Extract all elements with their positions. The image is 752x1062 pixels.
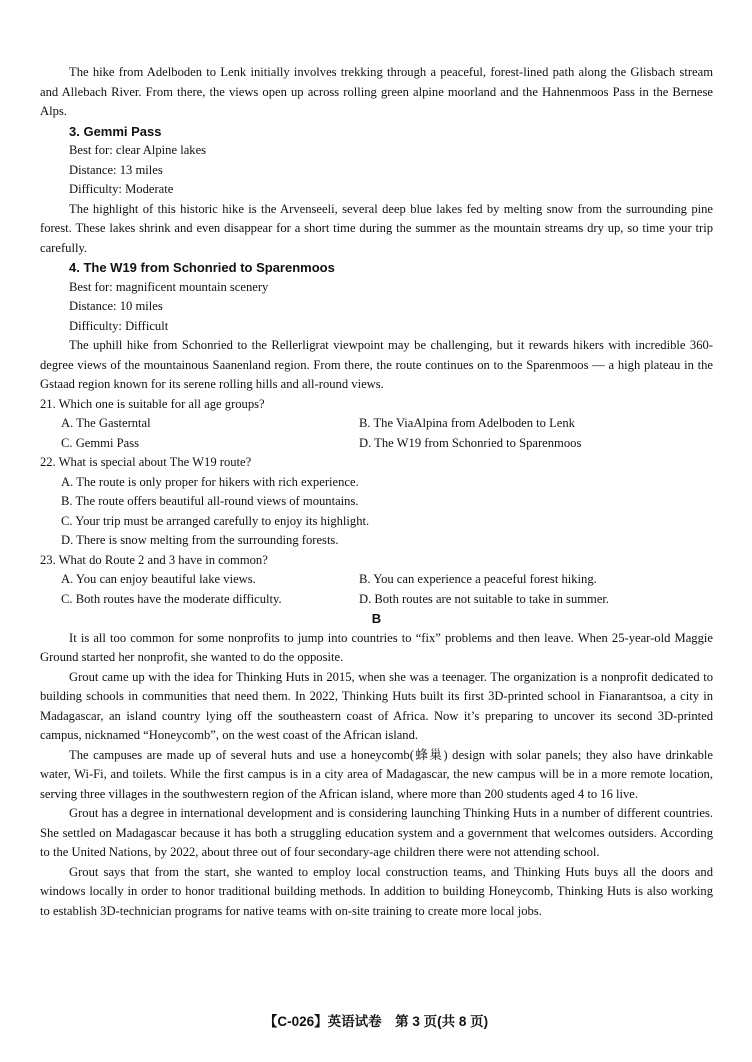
- page-footer: 【C-026】英语试卷 第 3 页(共 8 页): [263, 1014, 489, 1029]
- option-d[interactable]: D. The W19 from Schonried to Sparenmoos: [359, 435, 582, 450]
- passage-paragraph: It is all too common for some nonprofits to jump into countries to “fix” problems and then leave. When 25-year-old Maggie Ground started her nonprofit, she wanted to do the opposite.: [40, 630, 713, 664]
- question-stem: 21. Which one is suitable for all age groups?: [40, 396, 265, 411]
- route4-paragraph: The uphill hike from Schonried to the Rellerligrat viewpoint may be challenging, but it rewards hikers with incredible 360-degree views of the mountainous Saanenland region. From there, the route continues on to the Sparenmoos — a high plateau in the Gstaad region known for its serene rolling hills and all-round views.: [40, 338, 713, 391]
- route3-distance: Distance: 13 miles: [69, 162, 163, 177]
- option-a[interactable]: A. You can enjoy beautiful lake views.: [61, 572, 256, 586]
- option-c[interactable]: C. Gemmi Pass: [61, 435, 140, 450]
- passage-paragraph: Grout says that from the start, she wanted to employ local construction teams, and Thinking Huts buys all the doors and windows locally in order to honor traditional building methods. In addition to building Honeycomb, Thinking Huts is also working to establish 3D-technician programs for native teams with on-site training to create more local jobs.: [40, 864, 713, 918]
- passage-paragraph: The campuses are made up of several huts and use a honeycomb(蜂巢) design with solar panels; they also have drinkable water, Wi-Fi, and toilets. While the first campus is in a city area of Madagascar, the new campus will be in a more remote location, serving three villages in the southwestern region of the African island, where more than 200 students aged 4 to 16 live.: [40, 747, 713, 801]
- question-stem: 22. What is special about The W19 route?: [40, 455, 252, 469]
- route2-paragraph: The hike from Adelboden to Lenk initially involves trekking through a peaceful, forest-lined path along the Glisbach stream and Allebach River. From there, the views open up across rolling green alpine moorland and the Hahnenmoos Pass in the Bernese Alps.: [40, 65, 713, 118]
- option-d[interactable]: D. There is snow melting from the surrounding forests.: [61, 533, 339, 547]
- question-options: [40, 414, 713, 453]
- route4-best-for: Best for: magnificent mountain scenery: [69, 279, 269, 294]
- passage-paragraph: Grout has a degree in international development and is considering launching Thinking Huts in a number of different countries. She settled on Madagascar because it has both a struggling education system and a government that welcomes outsiders. According to the United Nations, by 2022, about three out of four secondary-age children there were not attending school.: [40, 806, 713, 859]
- option-d[interactable]: D. Both routes are not suitable to take in summer.: [359, 591, 610, 606]
- option-c[interactable]: C. Both routes have the moderate difficulty.: [61, 591, 282, 606]
- section-b-label: B: [371, 611, 382, 626]
- option-b[interactable]: B. You can experience a peaceful forest hiking.: [359, 572, 597, 586]
- option-a[interactable]: A. The route is only proper for hikers with rich experience.: [61, 474, 359, 489]
- question-21: [40, 395, 713, 454]
- route4-title: 4. The W19 from Schonried to Sparenmoos: [69, 260, 335, 275]
- option-a[interactable]: A. The Gasterntal: [61, 416, 151, 430]
- question-options: [40, 473, 713, 551]
- question-22: [40, 453, 713, 551]
- route4-difficulty: Difficulty: Difficult: [69, 318, 169, 333]
- option-c[interactable]: C. Your trip must be arranged carefully to enjoy its highlight.: [61, 513, 370, 528]
- question-stem: 23. What do Route 2 and 3 have in common?: [40, 552, 268, 567]
- route-section: [40, 63, 713, 921]
- route3-paragraph: The highlight of this historic hike is the Arvenseeli, several deep blue lakes fed by melting snow from the surrounding pine forest. These lakes shrink and even disappear for a short time during the summer as the mountain streams dry up, so time your trip carefully.: [40, 201, 713, 255]
- route4-distance: Distance: 10 miles: [69, 299, 163, 313]
- passage-paragraph: Grout came up with the idea for Thinking Huts in 2015, when she was a teenager. The organization is a nonprofit dedicated to building schools in communities that need them. In 2022, Thinking Huts built its first 3D-printed school in Fianarantsoa, a city in Madagascar, an island country lying off the southeastern coast of Africa. Now it’s preparing to uncover its second 3D-printed campus, nicknamed “Honeycomb”, on the west coast of the African island.: [40, 669, 713, 742]
- question-options: [40, 570, 713, 609]
- route3-difficulty: Difficulty: Moderate: [69, 182, 174, 196]
- question-23: [40, 551, 713, 610]
- route3-best-for: Best for: clear Alpine lakes: [69, 143, 207, 157]
- option-b[interactable]: B. The ViaAlpina from Adelboden to Lenk: [359, 416, 575, 430]
- route3-title: 3. Gemmi Pass: [69, 123, 162, 139]
- option-b[interactable]: B. The route offers beautiful all-round views of mountains.: [61, 494, 359, 508]
